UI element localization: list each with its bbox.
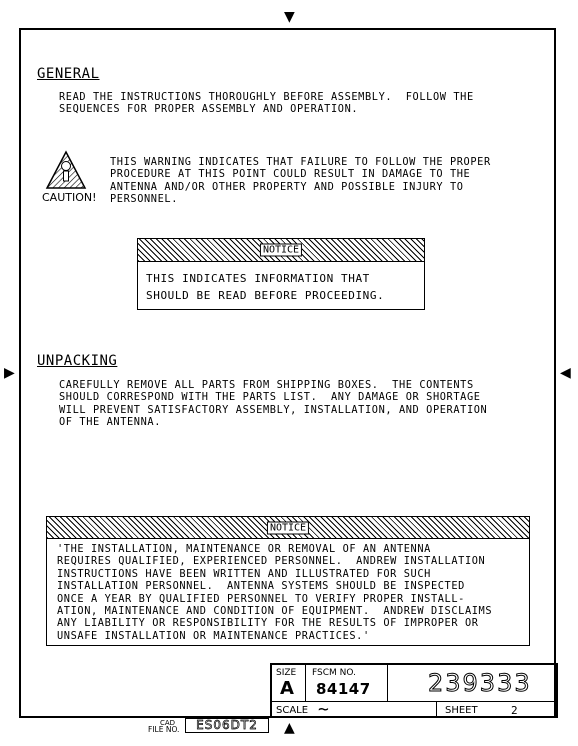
scale-label: SCALE	[276, 705, 309, 716]
caution-label: CAUTION!	[42, 191, 97, 204]
caution-text: THIS WARNING INDICATES THAT FAILURE TO FOLLOW THE PROPER PROCEDURE AT THIS POINT COULD RESULT IN DAMAGE TO THE ANTENNA AND/OR OTHER PROPERTY AND POSSIBLE INJURY TO PERSONNEL.	[110, 156, 491, 205]
right-center-arrow-icon: ◀	[560, 365, 571, 381]
size-cell	[272, 665, 306, 701]
scale-value: ~	[318, 699, 329, 720]
unpacking-heading: UNPACKING	[37, 353, 118, 369]
caution-triangle-icon	[45, 150, 87, 190]
sheet-value: 2	[511, 704, 518, 717]
title-block	[270, 663, 558, 718]
sheet-cell	[437, 701, 556, 718]
notice-2-hatch-bar	[47, 517, 529, 539]
size-label: SIZE	[276, 668, 297, 678]
cad-file-label-bottom: FILE NO.	[148, 725, 180, 734]
notice-2-label: NOTICE	[267, 521, 309, 534]
sheet-label: SHEET	[445, 705, 478, 716]
general-text: READ THE INSTRUCTIONS THOROUGHLY BEFORE ASSEMBLY. FOLLOW THE SEQUENCES FOR PROPER ASSEMBLY AND OPERATION.	[59, 91, 474, 116]
notice-box-2	[46, 516, 530, 646]
fscm-label: FSCM NO.	[312, 668, 356, 678]
notice-1-hatch-bar	[138, 239, 424, 262]
cad-file-number: ES06DT2	[185, 718, 269, 733]
bottom-center-arrow-icon: ▲	[284, 720, 295, 736]
notice-1-text: THIS INDICATES INFORMATION THAT SHOULD BE READ BEFORE PROCEEDING.	[146, 272, 385, 302]
scale-cell	[272, 701, 437, 718]
notice-box-1	[137, 238, 425, 310]
drawing-number-cell	[388, 665, 556, 701]
fscm-cell	[306, 665, 388, 701]
notice-1-label: NOTICE	[260, 244, 302, 257]
drawing-number: 239333	[428, 669, 532, 697]
general-heading: GENERAL	[37, 66, 100, 82]
size-value: A	[280, 678, 294, 699]
notice-2-text: 'THE INSTALLATION, MAINTENANCE OR REMOVAL OF AN ANTENNA REQUIRES QUALIFIED, EXPERIENCED PERSONNEL. ANDREW INSTALLATION INSTRUCTIONS HAVE BEEN WRITTEN AND ILLUSTRATED FOR SUCH INSTALLATION PERSONNEL. ANTENNA SYSTEMS SHOULD BE INSPECTED ONCE A YEAR BY QUALIFIED PERSONNEL TO VERIFY PROPER INSTALL- ATION, MAINTENANCE AND CONDITION OF EQUIPMENT. ANDREW DISCLAIMS ANY LIABILITY OR RESPONSIBILITY FOR THE RESULTS OF IMPROPER OR UNSAFE INSTALLATION OR MAINTENANCE PRACTICES.'	[57, 543, 493, 642]
fscm-value: 84147	[316, 680, 371, 698]
unpacking-text: CAREFULLY REMOVE ALL PARTS FROM SHIPPING BOXES. THE CONTENTS SHOULD CORRESPOND WITH THE PARTS LIST. ANY DAMAGE OR SHORTAGE WILL PREVENT SATISFACTORY ASSEMBLY, INSTALLATION, AND OPERATION OF THE ANTENNA.	[59, 379, 488, 428]
left-center-arrow-icon: ▶	[4, 365, 15, 381]
cad-file-label-top: CAD	[160, 719, 176, 727]
top-center-arrow-icon: ▼	[284, 9, 295, 25]
